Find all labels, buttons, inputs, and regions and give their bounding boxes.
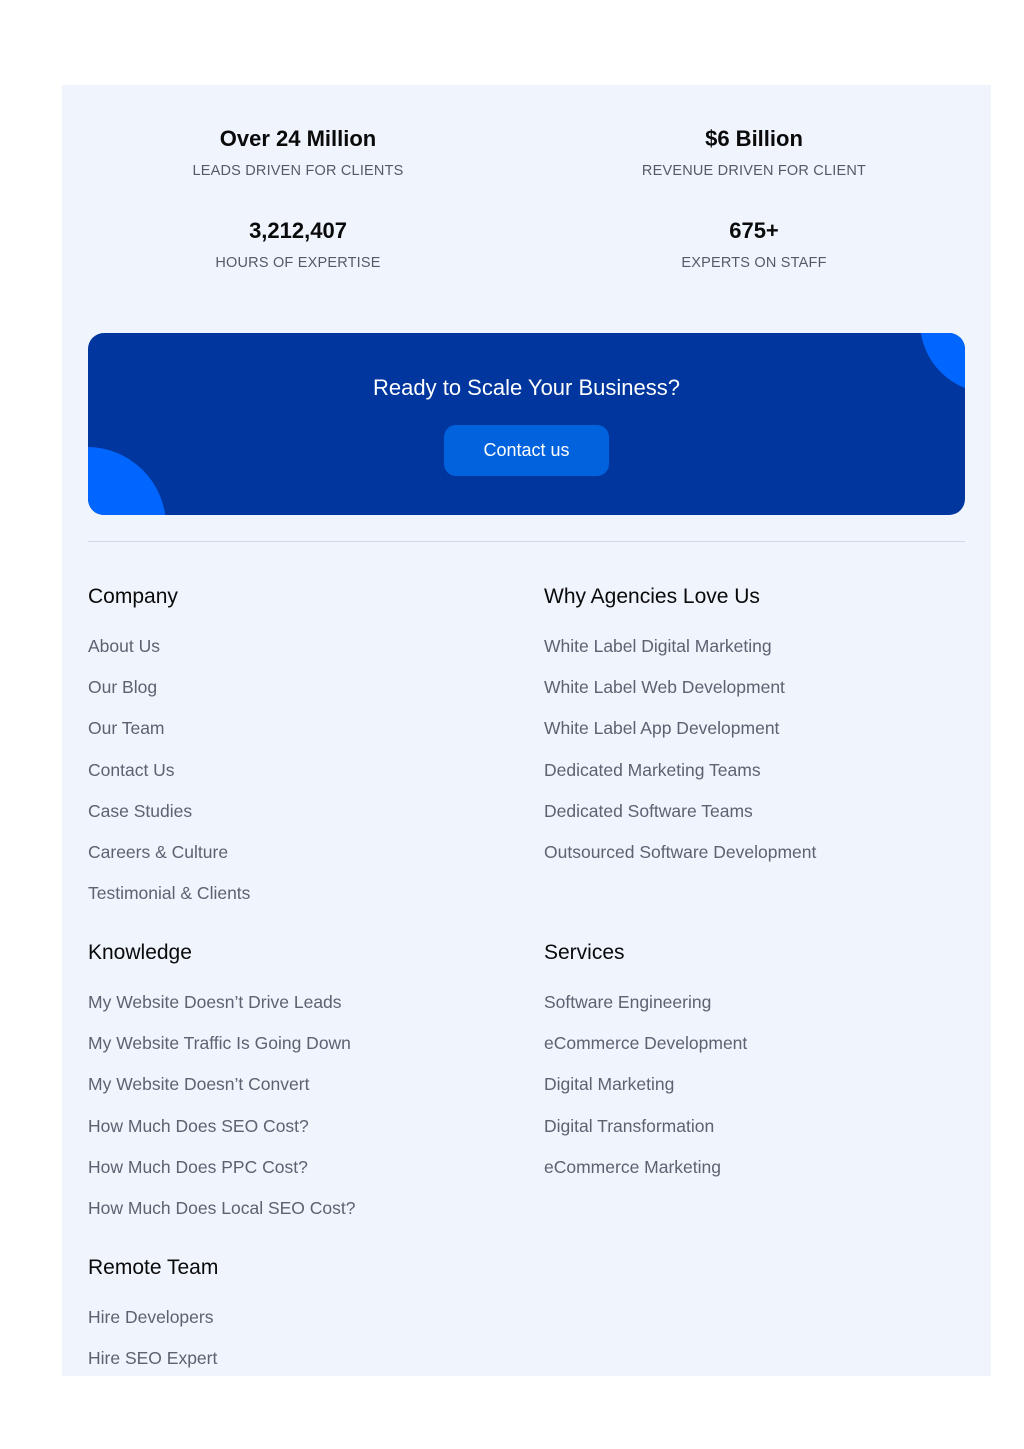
footer-link-careers[interactable]: Careers & Culture [88, 841, 229, 862]
footer-link-contact-us[interactable]: Contact Us [88, 759, 175, 780]
footer-link-service[interactable]: Digital Transformation [544, 1115, 715, 1136]
footer-link-hire-developers[interactable]: Hire Developers [88, 1307, 214, 1327]
footer-link-knowledge[interactable]: How Much Does SEO Cost? [88, 1115, 309, 1136]
footer-link-testimonials[interactable]: Testimonial & Clients [88, 883, 251, 904]
stat-hours [88, 218, 508, 272]
footer-link-dedicated-marketing-teams[interactable]: Dedicated Marketing Teams [544, 759, 761, 780]
stat-label: REVENUE DRIVEN FOR CLIENT [641, 163, 867, 179]
section-heading: Remote Team [88, 1256, 219, 1279]
footer-link-knowledge[interactable]: How Much Does Local SEO Cost? [88, 1197, 356, 1218]
cta-title: Ready to Scale Your Business? [373, 375, 680, 400]
footer-section-knowledge [88, 940, 508, 1239]
footer-link-service[interactable]: eCommerce Marketing [544, 1156, 721, 1177]
link-list [544, 636, 964, 883]
footer-link-knowledge[interactable]: My Website Traffic Is Going Down [88, 1033, 351, 1054]
footer-link-service[interactable]: Digital Marketing [544, 1074, 675, 1095]
stat-value: 3,212,407 [249, 218, 347, 243]
stat-label: LEADS DRIVEN FOR CLIENTS [192, 163, 404, 179]
footer-link-knowledge[interactable]: How Much Does PPC Cost? [88, 1156, 308, 1177]
section-heading: Knowledge [88, 941, 192, 964]
section-heading: Company [88, 585, 178, 608]
footer-link-knowledge[interactable]: My Website Doesn’t Convert [88, 1074, 310, 1095]
footer-link-our-blog[interactable]: Our Blog [88, 677, 158, 698]
link-list [544, 992, 964, 1198]
footer-panel [62, 85, 991, 1376]
decorative-circle-shape [88, 447, 166, 515]
footer-section-company [88, 584, 508, 924]
stat-label: HOURS OF EXPERTISE [215, 255, 381, 271]
stat-experts [544, 218, 964, 272]
stat-label: EXPERTS ON STAFF [681, 255, 827, 271]
stat-revenue [544, 126, 964, 180]
stat-value: 675+ [729, 218, 779, 243]
footer-link-white-label-app-development[interactable]: White Label App Development [544, 718, 780, 739]
section-heading: Services [544, 941, 625, 964]
footer-link-dedicated-software-teams[interactable]: Dedicated Software Teams [544, 800, 753, 821]
footer-link-case-studies[interactable]: Case Studies [88, 800, 193, 821]
footer-link-knowledge[interactable]: My Website Doesn’t Drive Leads [88, 992, 342, 1012]
cta-banner [88, 333, 965, 515]
footer-section-remote-team [88, 1255, 508, 1376]
footer-link-white-label-web-development[interactable]: White Label Web Development [544, 677, 785, 698]
footer-link-hire-seo-expert[interactable]: Hire SEO Expert [88, 1348, 218, 1369]
stat-value: Over 24 Million [219, 126, 377, 151]
footer-section-services [544, 940, 964, 1198]
footer-link-outsourced-software-development[interactable]: Outsourced Software Development [544, 841, 817, 862]
link-list [88, 992, 508, 1239]
stat-value: $6 Billion [705, 126, 803, 151]
footer-link-white-label-digital-marketing[interactable]: White Label Digital Marketing [544, 636, 772, 656]
stat-leads [88, 126, 508, 180]
divider [88, 541, 965, 542]
section-heading: Why Agencies Love Us [544, 585, 760, 608]
footer-link-service[interactable]: Software Engineering [544, 992, 712, 1012]
link-list [88, 1307, 508, 1376]
footer-link-our-team[interactable]: Our Team [88, 718, 165, 739]
contact-us-button[interactable]: Contact us [444, 425, 609, 476]
footer-link-about-us[interactable]: About Us [88, 636, 160, 656]
footer-link-service[interactable]: eCommerce Development [544, 1033, 748, 1054]
link-list [88, 636, 508, 924]
footer-section-agencies [544, 584, 964, 883]
